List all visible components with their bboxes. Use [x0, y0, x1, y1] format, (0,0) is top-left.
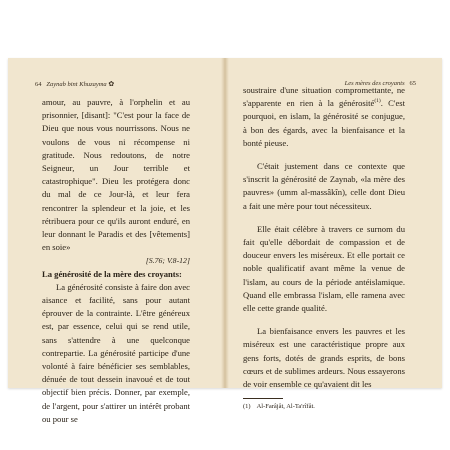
right-running-title: Les mères des croyants [344, 80, 405, 87]
left-page-body [42, 96, 190, 426]
section-heading: La générosité de la mère des croyants: [42, 268, 182, 279]
paragraph-gap [243, 315, 405, 325]
paragraph-gap [243, 150, 405, 160]
right-paragraph-2: C'était justement dans ce contexte que s'inscrit la générosité de Zaynab, «la mère des pauvres» (umm al-massâkîn), celle dont Dieu a fait une mère pour tout nécessiteux. [243, 161, 405, 211]
right-paragraph-4: La bienfaisance envers les pauvres et les miséreux est une caractéristique propre aux gens forts, dotés de grands esprits, de bons cœurs et de sublimes ardeurs. Nous essayerons de voir ensemble ce qu'avaient dit les [243, 326, 405, 390]
footnote [243, 402, 405, 411]
right-page [229, 58, 442, 411]
right-paragraph-1-text: soustraire d'une situation compromettante, ne s'apparente en rien à la générosité [243, 85, 405, 109]
right-paragraph-3: Elle était célèbre à travers ce surnom du fait qu'elle débordait de compassion et de douceur envers les miséreux. Et elle portait ce noble qualificatif avant même la venue de l'islam, au cours de la période antéislamique. Quand elle embrassa l'islam, elle ramena avec elle cette grande qualité. [243, 223, 405, 314]
left-page [8, 58, 221, 424]
right-paragraph-1-cont: . C'est pourquoi, en islam, la générosité se conjugue, à bon des égards, avec la bienfaisance et la bonté pieuse. [243, 98, 405, 148]
left-running-title: Zaynab bint Khuzayma [46, 81, 107, 88]
quran-reference: [S.76; V.8-12] [145, 256, 190, 266]
flower-ornament-icon: ✿ [108, 80, 115, 88]
left-page-number: 64 [35, 81, 42, 88]
paragraph-gap [243, 213, 405, 223]
left-paragraph-1: amour, au pauvre, à l'orphelin et au prisonnier, [disant]: "C'est pour la face de Dieu que nous vous nourrissons. Nous ne voulons de vous ni récompense ni gratitude. Nous redoutons, de notre Seigneur, un Jour terrible et catastrophique". Dieu les protégera donc du mal de ce Jour-là, et leur fera rencontrer la splendeur et la joie, et les rétribuera pour ce qu'ils auront enduré, en leur donnant le Paradis et des [vêtements] en soie» [42, 97, 190, 253]
right-page-body [243, 84, 405, 411]
footnote-marker: (1) [374, 98, 381, 105]
left-paragraph-2: La générosité consiste à faire don avec aisance et facilité, sans pour autant éprouver de la contrainte. L'être généreux est, par essence, celui qui se rend utile, sans s'attendre à une quelconque contrepartie. La générosité participe d'une volonté à faire bénéficier ses semblables, dénuée de tout dessein inavoué et de tout objectif bien précis. Donner, par exemple, de l'argent, pour s'attirer un intérêt probant ou pour se [42, 281, 190, 424]
right-page-number: 65 [409, 80, 416, 87]
footnote-text: Al-Farâjât, Al-Ta'rîfât. [256, 403, 315, 411]
open-book [8, 58, 442, 424]
footnote-rule [243, 398, 283, 399]
left-running-head [35, 80, 114, 88]
right-paragraph-1 [243, 84, 405, 150]
footnote-number: (1) [243, 403, 251, 411]
book-gutter [221, 58, 229, 388]
